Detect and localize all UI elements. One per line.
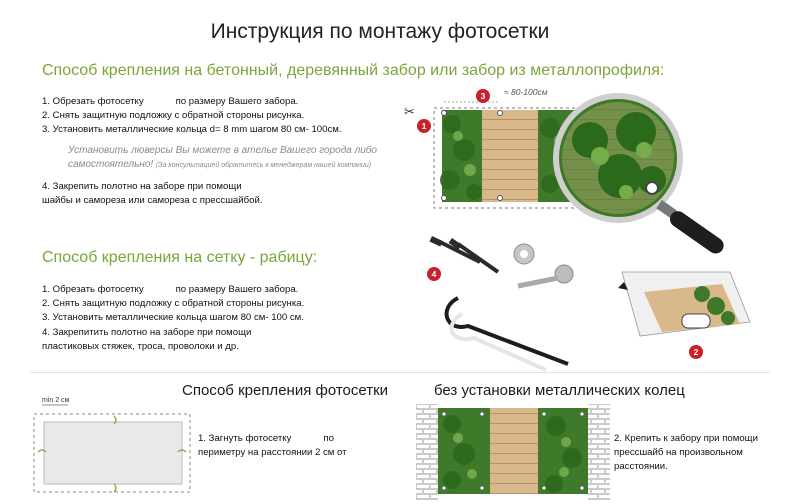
note-small: (За консультацией обратитесь к менеджерам нашей компании): [155, 162, 372, 169]
self-tapping-screw-icon: [518, 265, 573, 286]
section3-right-line-1: 2. Крепить к забору при помощи: [614, 433, 758, 444]
zip-tie-icon: [447, 298, 568, 370]
page-title: Инструкция по монтажу фотосетки: [210, 20, 550, 43]
section1-heading: Способ крепления на бетонный, деревянный забор или забор из металлопрофиля:: [42, 62, 665, 79]
section1-note: [68, 144, 377, 173]
section1-step-3: 3. Установить металлические кольца d= 8 mm шагом 80 см- 100см.: [42, 124, 342, 136]
section3-left-line-2: периметру на расстоянии 2 см от: [198, 447, 347, 458]
hardware-illustration: [418, 228, 598, 378]
note-line-2: самостоятельно!: [68, 159, 154, 170]
section1-step-1: 1. Обрезать фотосетку по размеру Вашего забора.: [42, 96, 299, 107]
section1-steps: [42, 95, 342, 138]
section-divider: [30, 372, 770, 373]
fold-mesh: [44, 422, 182, 484]
brick-post-left: [416, 404, 438, 500]
fold-diagram: [28, 392, 198, 502]
section2-step-4: 4. Закрепитить полотно на заборе при помощи: [42, 326, 252, 338]
section2-step-2: 2. Снять защитную подложку с обратной стороны рисунка.: [42, 298, 305, 310]
note-line-1: Установить люверсы Вы можете в ателье Вашего города либо: [68, 145, 377, 156]
section1-step-4: [42, 180, 262, 208]
section2-heading: Способ крепления на сетку - рабицу:: [42, 249, 318, 266]
scissors-icon: ✂: [404, 104, 415, 119]
distance-label: ≈ 80-100см: [504, 87, 548, 97]
mesh-mounting-illustration: [610, 262, 760, 364]
section3-left-line-1: 1. Загнуть фотосетку по: [198, 433, 334, 444]
section2-step-1: 1. Обрезать фотосетку по размеру Вашего забора.: [42, 284, 299, 295]
section3-right-line-3: расстоянии.: [614, 461, 668, 472]
badge-3-label: 3: [480, 91, 486, 101]
wood-door: [482, 110, 538, 202]
badge-2-label: 2: [693, 347, 699, 357]
screw-icon: [429, 236, 498, 272]
min-distance-label: min 2 см: [42, 397, 70, 404]
section3-right-text: [614, 432, 758, 474]
section2-step-3: 3. Установить металлические кольца шагом 80 см- 100 см.: [42, 312, 304, 324]
section1-step-2: 2. Снять защитную подложку с обратной стороны рисунка.: [42, 110, 305, 122]
section3-heading-right: без установки металлических колец: [434, 382, 685, 399]
section3-heading-left: Способ крепления фотосетки: [182, 382, 389, 399]
section3-right-line-2: прессшайб на произвольном: [614, 447, 743, 458]
section1-step-4-line-1: 4. Закрепить полотно на заборе при помощи: [42, 181, 242, 192]
badge-4-label: 4: [431, 269, 437, 279]
badge-1-label: 1: [421, 121, 427, 131]
washer-icon: [514, 244, 534, 264]
brick-post-right: [588, 404, 610, 500]
section2-steps: [42, 283, 304, 354]
hand-icon: [682, 314, 710, 328]
brick-fence-illustration: [416, 404, 610, 500]
section1-step-4-line-2: шайбы и самореза или самореза с прессшайбой.: [42, 195, 263, 207]
section2-step-5: пластиковых стяжек, троса, проволоки и др.: [42, 340, 239, 352]
section3-left-text: [198, 432, 347, 460]
